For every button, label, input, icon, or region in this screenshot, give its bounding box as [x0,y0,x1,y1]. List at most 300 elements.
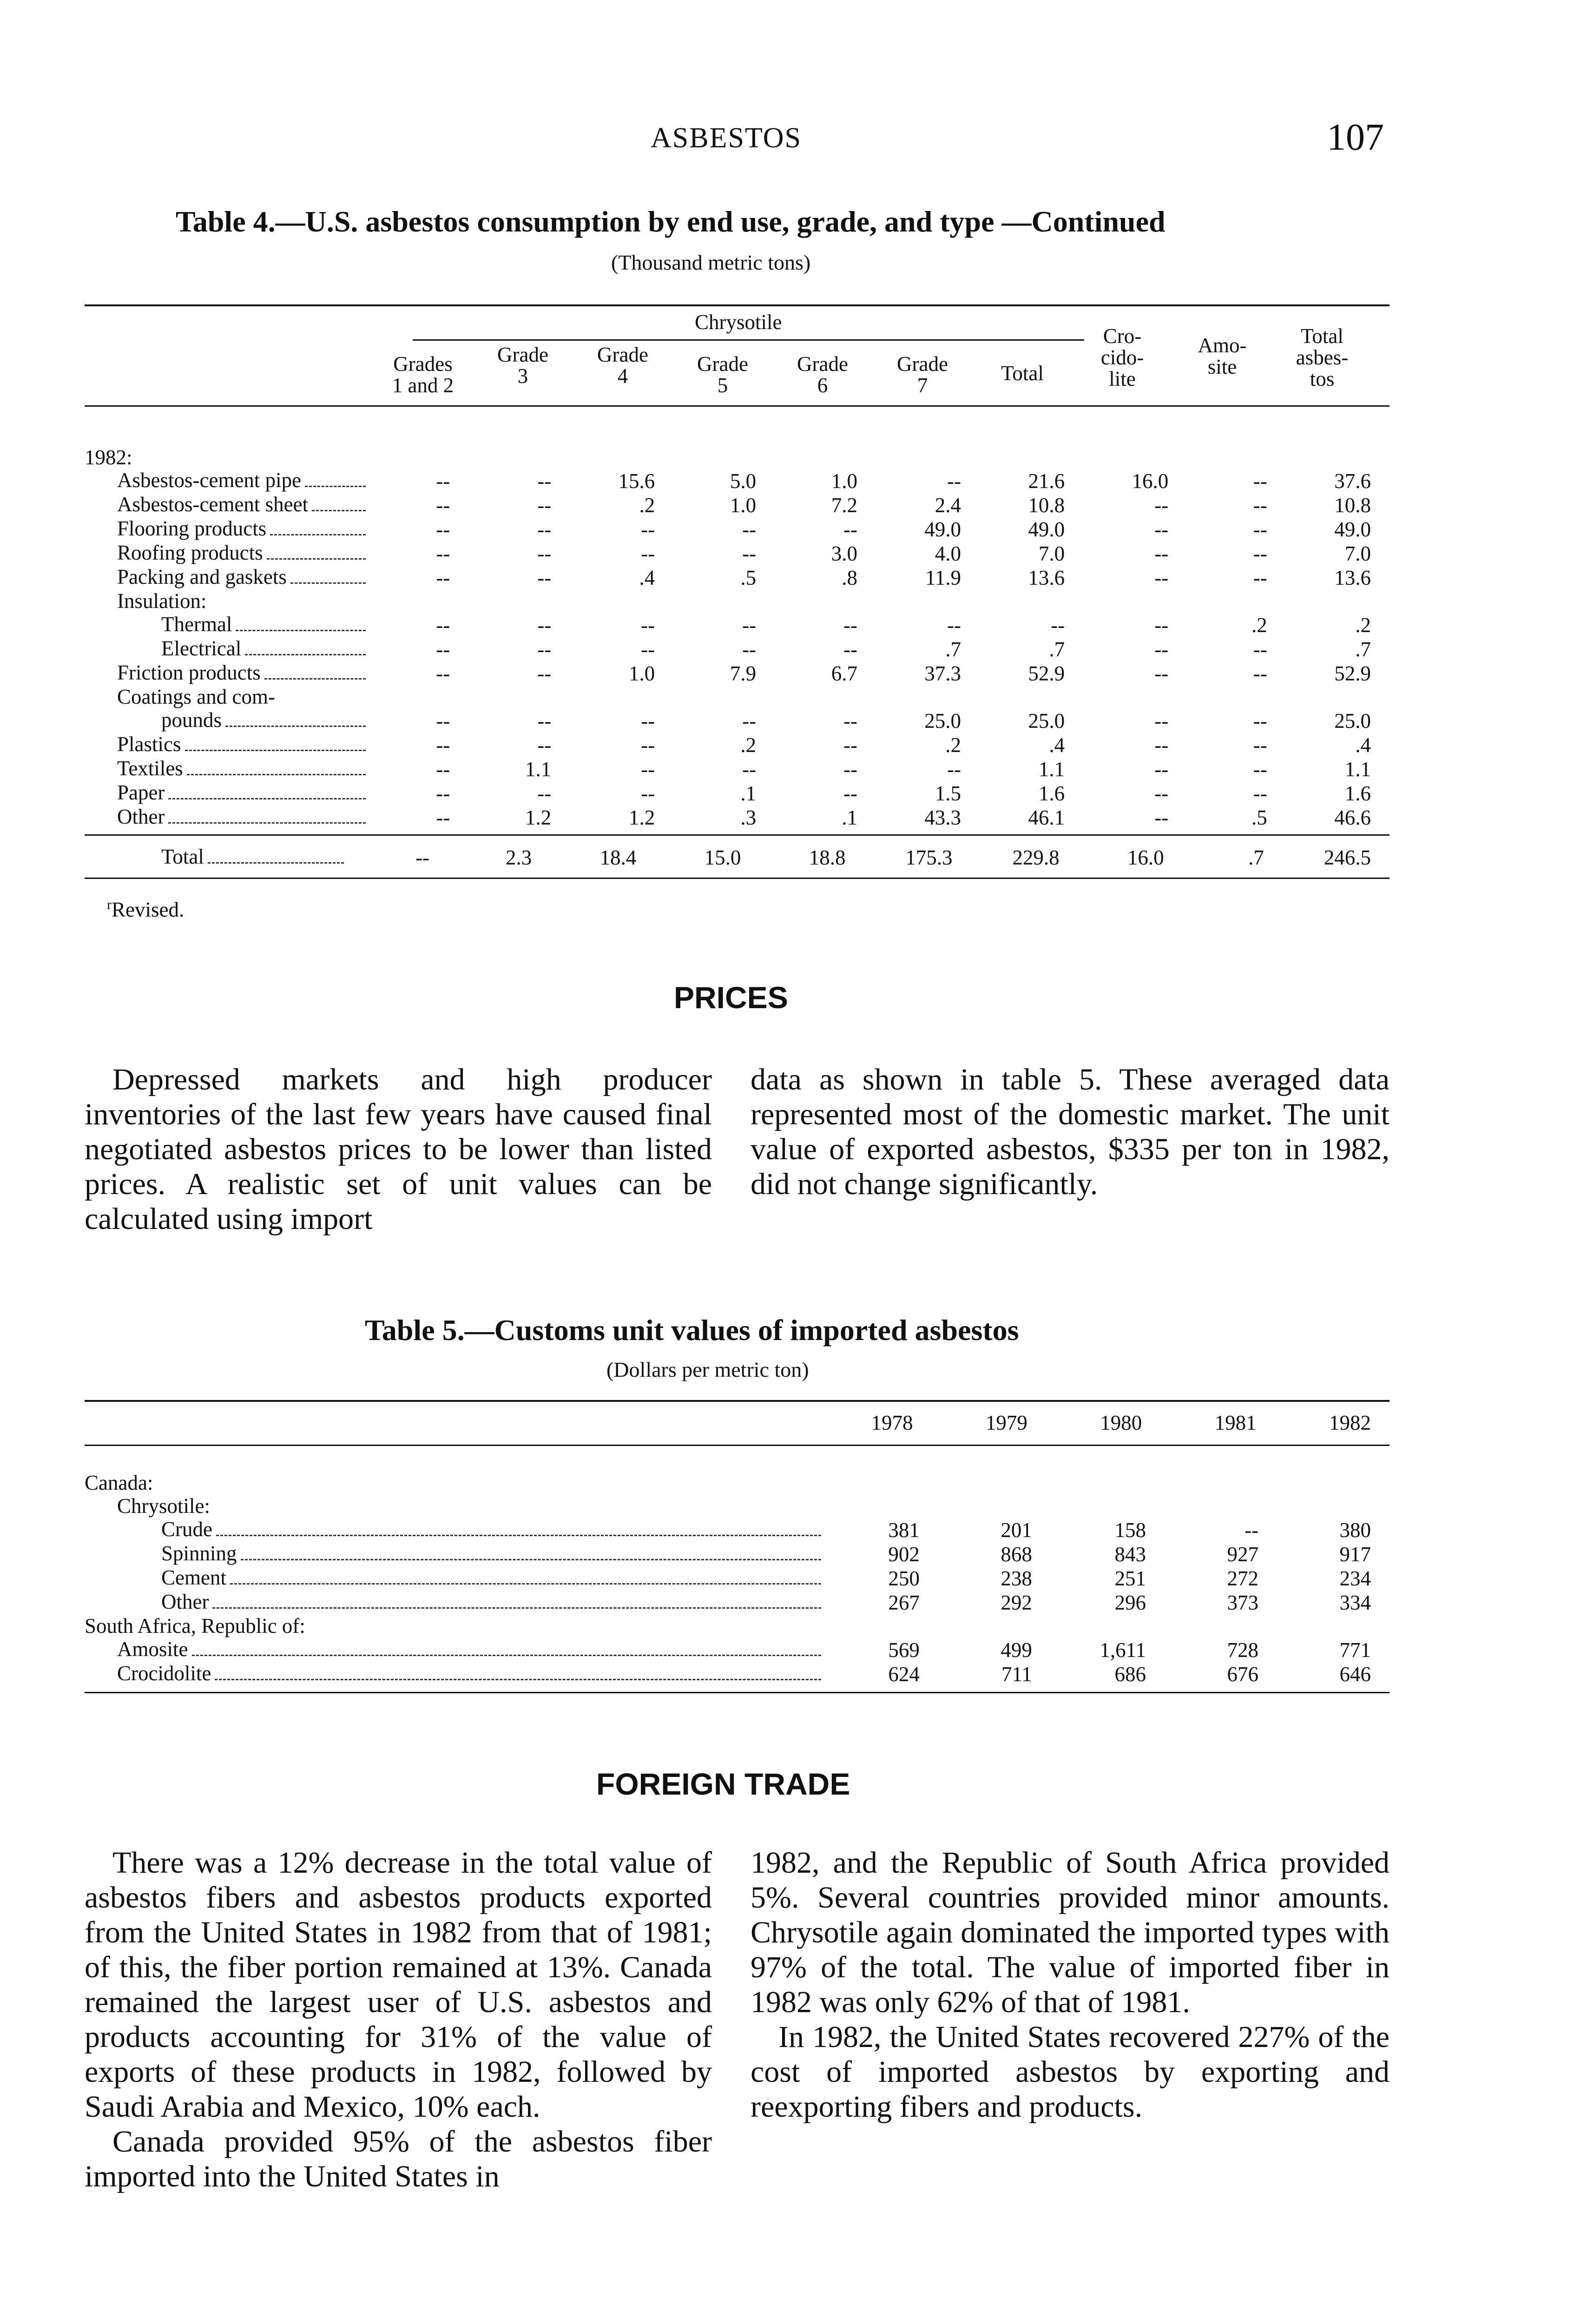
table5-cell: 238 [1001,1567,1032,1590]
table4-label: Other [117,805,165,828]
table5-cell [826,1494,938,1518]
table4-label: Thermal [161,613,232,636]
table4-cell [370,589,469,613]
table5-units: (Dollars per metric ton) [606,1358,809,1381]
table4-row [85,708,1390,733]
table5-label: Crude [161,1518,212,1541]
table4-label: Plastics [117,733,181,756]
table5-label: Spinning [161,1542,237,1565]
table5-cell: 927 [1227,1543,1258,1566]
table4-cell: -- [641,542,655,565]
table4-total-cell: 15.0 [704,846,741,869]
table4-cell: .2 [740,733,757,757]
table4-cell: .1 [740,782,757,805]
table4-cell: 7.2 [831,494,857,517]
table4-row [85,613,1390,637]
table4-cell: -- [436,709,450,733]
table5-cell: 334 [1339,1591,1371,1614]
table4-total-cell: 18.4 [599,846,637,869]
table4-cell [1286,685,1390,708]
table5-cell: 251 [1114,1567,1146,1590]
table4-cell: -- [947,614,962,637]
table4-cell: -- [537,709,552,733]
table4-cell: 49.0 [924,518,962,541]
table4-label: Coatings and com- [117,685,275,708]
foreign-trade-heading: FOREIGN TRADE [596,1767,850,1801]
table5-cell [1165,1614,1277,1637]
table4-cell [1083,589,1187,613]
table5-cell: 250 [888,1567,920,1590]
table5-cell [938,1471,1051,1494]
table4-cell: -- [1154,614,1169,637]
table5-cell: 499 [1001,1638,1032,1662]
table5-label: Crocidolite [117,1662,211,1685]
table5-cell [826,1614,938,1637]
table5-cell: 296 [1114,1591,1146,1614]
table4-body [85,469,1390,829]
table4-cell: -- [843,709,857,733]
table5-row [85,1637,1390,1662]
table4-cell: -- [537,733,552,757]
table5-cell: 569 [888,1638,920,1662]
table5-column-headers [85,1411,1390,1434]
table4-cell: 10.8 [1334,494,1371,517]
table4-cell: -- [436,566,450,589]
table4-cell: -- [537,782,552,805]
table4-cell: 46.1 [1028,806,1065,829]
table5-cell [1277,1614,1390,1637]
table4-cell [673,685,775,708]
table4-cell: -- [742,758,757,781]
table4-cell: -- [843,518,857,541]
table4-col-header: Total asbes- tos [1296,324,1349,390]
table4-row [85,637,1390,661]
table5-row [85,1494,1390,1518]
table4-cell: .5 [740,566,757,589]
table4-cell: -- [843,733,857,757]
table4-cell: -- [742,542,757,565]
table5-row [85,1471,1390,1494]
table4-total-cell: 18.8 [809,846,846,869]
page-number: 107 [1327,116,1384,158]
table5-year-header: 1978 [871,1411,913,1434]
table4-top-rule [85,304,1390,306]
table4-label: Roofing products [117,541,263,564]
table4-cell: -- [1253,662,1267,685]
table4-col-header: Amo- site [1198,334,1247,378]
table4-label: Packing and gaskets [117,565,287,588]
table4-cell: -- [436,494,450,517]
table4-cell: -- [537,494,552,517]
table4-cell: .1 [842,806,857,829]
table4-cell: .7 [1049,638,1065,661]
table4-cell: -- [436,542,450,565]
table4-cell: -- [742,638,757,661]
table4-col-header: Grade 3 [497,343,548,388]
table4-cell: 1.0 [730,494,757,517]
table4-row [85,685,1390,708]
table4-label: Flooring products [117,517,267,540]
table4-cell: 21.6 [1028,469,1065,493]
table5-cell: 711 [1001,1663,1032,1686]
table5-cell [1051,1614,1165,1637]
table4-cell [775,589,876,613]
table4-cell: 13.6 [1334,566,1371,589]
prices-heading: PRICES [674,980,788,1015]
table4-cell: -- [742,518,757,541]
table4-total-cell: 16.0 [1127,846,1164,869]
table4-cell: 16.0 [1132,469,1169,493]
table5-cell: 728 [1227,1638,1258,1662]
table4-cell: -- [436,614,450,637]
table4-cell: -- [1154,518,1169,541]
table5-cell: 373 [1227,1591,1258,1614]
prices-left-column: Depressed markets and high producer inventories of the last few years have caused final negotiated asbestos prices to be lower than listed prices. A realistic set of unit values can be calculated using import [85,1063,712,1236]
table4-units: (Thousand metric tons) [611,251,811,274]
table4-cell: -- [1253,709,1267,733]
table4-cell: -- [1154,638,1169,661]
table4-cell: -- [843,614,857,637]
table4-cell: -- [436,806,450,829]
table4-cell: -- [1154,542,1169,565]
table4-cell: 2.4 [935,494,962,517]
table5-top-rule [85,1400,1390,1402]
foreign-trade-left-p1: There was a 12% decrease in the total value of asbestos fibers and asbestos products exported from the United States in 1982 from that of 1981; of this, the fiber portion remained at 13%. Canada remained the largest user of U.S. asbestos and products accounting for 31% of the value of exports of these products in 1982, followed by Saudi Arabia and Mexico, 10% each. [85,1846,712,2124]
table5-row [85,1590,1390,1614]
table4-cell: 4.0 [935,542,962,565]
table5-cell [938,1494,1051,1518]
table4-cell: -- [742,614,757,637]
table4-cell: -- [1154,566,1169,589]
table4-cell [570,685,673,708]
table4-row [85,541,1390,565]
table4-cell: 7.0 [1344,542,1371,565]
table5-cell: -- [1244,1519,1258,1542]
table4-cell: -- [843,758,857,781]
table4-cell: .4 [639,566,655,589]
table4-cell: -- [1253,758,1267,781]
table4-cell: -- [537,662,552,685]
table4-row [85,589,1390,613]
table4-row [85,517,1390,541]
table4-cell: -- [641,733,655,757]
table5-label: South Africa, Republic of: [85,1614,305,1637]
table4-group-header: Chrysotile [695,310,782,334]
table4-total-label: Total [161,845,204,868]
table4-row [85,493,1390,517]
table5-cell [1165,1494,1277,1518]
table4-cell: -- [1253,733,1267,757]
table4-cell: 13.6 [1028,566,1065,589]
table4-cell: 1.2 [629,806,655,829]
table4-cell: -- [1154,733,1169,757]
table4-total-cell: .7 [1248,846,1264,869]
table4-cell: 1.1 [1344,758,1371,781]
table4-cell: 1.1 [1038,758,1065,781]
table4-cell: -- [641,709,655,733]
table4-cell: -- [641,638,655,661]
table4-cell [980,589,1083,613]
table4-total-row [85,845,1390,869]
table4-cell: -- [537,518,552,541]
table4-cell: 11.9 [925,566,962,589]
table4-col-header: Total [1001,362,1044,385]
table4-cell: -- [1154,806,1169,829]
table5-cell: 234 [1339,1567,1371,1590]
table5-row [85,1566,1390,1590]
table4-label: Paper [117,781,165,804]
foreign-trade-left-column [85,1845,712,2194]
table4-header-rule [85,405,1390,407]
table4-cell [1187,685,1286,708]
table5-cell: 771 [1339,1638,1371,1662]
table4-cell: 1.6 [1344,782,1371,805]
table4-year-label: 1982: [85,446,132,469]
table5-cell: 1,611 [1100,1638,1146,1662]
table5-row [85,1518,1390,1542]
table4-cell: -- [537,469,552,493]
table4-total-cell: -- [415,846,430,869]
table4-cell [468,589,570,613]
table4-cell: .2 [639,494,655,517]
table4-cell: -- [1154,709,1169,733]
table4-cell: 10.8 [1028,494,1065,517]
table5-cell [1051,1494,1165,1518]
table4-cell: 5.0 [730,469,757,493]
table5-cell [1277,1494,1390,1518]
table4-cell: -- [947,758,962,781]
table4-cell: -- [1154,494,1169,517]
table4-cell: 7.9 [730,662,757,685]
table4-cell: .7 [1355,638,1371,661]
table4-label: Insulation: [117,589,207,613]
table5-cell: 917 [1339,1543,1371,1566]
table4-cell [1083,685,1187,708]
table5-bottom-rule [85,1692,1390,1693]
table4-footnote: $^r$Revised. [107,897,184,921]
table5-header-rule [85,1445,1390,1446]
table5-cell: 868 [1001,1543,1032,1566]
table4-total-cell: 229.8 [1012,846,1060,869]
foreign-trade-right-column [751,1845,1390,2124]
table4-cell [775,685,876,708]
table4-cell: .2 [1251,614,1267,637]
table4-cell: .4 [1049,733,1065,757]
table4-label: Friction products [117,661,261,684]
table4-cell: -- [537,638,552,661]
table4-cell: -- [436,782,450,805]
table4-cell: -- [537,566,552,589]
table4-cell: -- [947,469,962,493]
table5-cell: 676 [1227,1663,1258,1686]
table5-cell: 201 [1001,1519,1032,1542]
table4-cell: 6.7 [831,662,857,685]
table5-cell [938,1614,1051,1637]
table4-cell: -- [641,614,655,637]
table4-cell: 7.0 [1038,542,1065,565]
table5-cell: 272 [1227,1567,1258,1590]
table4-cell: 46.6 [1334,806,1371,829]
table5-cell: 292 [1001,1591,1032,1614]
table4-cell: -- [843,782,857,805]
table5-cell [1165,1471,1277,1494]
running-title: ASBESTOS [651,122,802,154]
table4-cell: .2 [1355,614,1371,637]
table4-label: Asbestos-cement pipe [117,469,302,492]
table4-cell: -- [537,542,552,565]
table4-row [85,781,1390,805]
table4-cell: -- [1253,782,1267,805]
table5-cell: 646 [1339,1663,1371,1686]
table4-cell: 1.1 [525,758,552,781]
table4-cell: -- [436,758,450,781]
table4-cell [876,685,980,708]
table4-cell: .5 [1251,806,1267,829]
table4-row [85,805,1390,829]
table4-col-header: Cro- cido- lite [1100,324,1144,390]
table4-cell: .7 [945,638,962,661]
table5-cell: 267 [888,1591,920,1614]
table5-label: Canada: [85,1471,153,1494]
table4-cell: -- [641,758,655,781]
prices-right-column: data as shown in table 5. These averaged data represented most of the domestic market. The unit value of exported asbestos, $335 per ton in 1982, did not change significantly. [751,1063,1390,1201]
table4-cell: 49.0 [1334,518,1371,541]
table5-title: Table 5.—Customs unit values of imported asbestos [365,1314,1019,1347]
table4-cell: 49.0 [1028,518,1065,541]
table4-cell: -- [436,733,450,757]
table4-cell: -- [1154,758,1169,781]
table5-label: Other [161,1590,209,1613]
table4-cell: 1.2 [525,806,552,829]
foreign-trade-right-p2: In 1982, the United States recovered 227% of the cost of imported asbestos by exporting and reexporting fibers and products. [751,2020,1390,2124]
table4-cell: 37.6 [1334,469,1371,493]
table4-label: pounds [161,708,222,732]
table4-cell: .3 [740,806,757,829]
table4-cell [673,589,775,613]
table4-cell [570,589,673,613]
table4-cell: 3.0 [831,542,857,565]
table4-cell: 52.9 [1334,662,1371,685]
table4-cell: -- [1154,662,1169,685]
table4-cell: 25.0 [1028,709,1065,733]
table4-cell [1187,589,1286,613]
table4-cell: -- [641,782,655,805]
table4-cell: 1.6 [1038,782,1065,805]
table4-cell: -- [1051,614,1065,637]
table4-col-header: Grade 4 [597,343,648,388]
table5-label: Amosite [117,1637,188,1661]
table4-row [85,757,1390,781]
table4-cell: -- [436,638,450,661]
table5-cell: 381 [888,1519,920,1542]
table5-cell: 902 [888,1543,920,1566]
table4-cell: -- [1253,518,1267,541]
table4-total-cell: 246.5 [1324,846,1371,869]
table5-year-header: 1982 [1329,1411,1371,1434]
table4-label: Electrical [161,637,242,660]
table5-cell: 624 [888,1663,920,1686]
table5-year-header: 1979 [985,1411,1027,1434]
table4-cell: 25.0 [924,709,962,733]
foreign-trade-left-p2: Canada provided 95% of the asbestos fiber imported into the United States in [85,2125,712,2193]
table4-cell: -- [843,638,857,661]
table4-cell: 15.6 [618,469,655,493]
table4-cell: -- [436,469,450,493]
table4-label: Asbestos-cement sheet [117,493,309,516]
table4-cell [1286,589,1390,613]
table5-year-header: 1981 [1214,1411,1257,1434]
table5-cell [1277,1471,1390,1494]
table4-cell: -- [537,614,552,637]
table4-cell: -- [641,518,655,541]
table5-cell: 843 [1114,1543,1146,1566]
table4-col-header: Grade 5 [697,352,748,397]
table4-cell: -- [1154,782,1169,805]
table4-total-row [85,845,1390,869]
table4-col-header: Grades 1 and 2 [392,352,454,397]
table4-row [85,469,1390,493]
table4-cell: 37.3 [924,662,962,685]
table4-cell: 43.3 [924,806,962,829]
table4-total-rule [85,834,1390,836]
table5-cell: 380 [1339,1519,1371,1542]
table4-cell: .2 [945,733,962,757]
table5-cell [1051,1471,1165,1494]
table4-cell [980,685,1083,708]
table4-cell: 25.0 [1334,709,1371,733]
table4-row [85,733,1390,757]
table4-cell: -- [1253,494,1267,517]
table5-label: Cement [161,1566,226,1589]
table4-total-cell: 175.3 [905,846,953,869]
table4-cell: -- [1253,566,1267,589]
table4-col-header: Grade 6 [797,352,848,397]
table4-cell [468,685,570,708]
table5-year-header: 1980 [1100,1411,1142,1434]
table4-cell: -- [1253,469,1267,493]
table4-bottom-rule [85,878,1390,879]
table4-cell: -- [436,518,450,541]
table4-row [85,661,1390,685]
table5-label: Chrysotile: [117,1494,210,1518]
table4-cell: -- [1253,638,1267,661]
foreign-trade-right-p1: 1982, and the Republic of South Africa provided 5%. Several countries provided minor amounts. Chrysotile again dominated the imported types with 97% of the total. The value of imported fiber in 1982 was only 62% of that of 1981. [751,1846,1390,2019]
table4-col-header: Grade 7 [897,352,948,397]
table5-cell: 686 [1114,1663,1146,1686]
table5-row [85,1614,1390,1637]
table4-cell: .8 [842,566,857,589]
table5-cell [826,1471,938,1494]
table5-row [85,1662,1390,1686]
table5-row [85,1542,1390,1566]
table4-cell: -- [436,662,450,685]
table4-cell: -- [1253,542,1267,565]
table4-cell: .4 [1355,733,1371,757]
table4-label: Textiles [117,757,183,780]
table4-cell: 52.9 [1028,662,1065,685]
table4-cell: 1.0 [831,469,857,493]
table4-cell [876,589,980,613]
table4-group-rule [413,339,1084,341]
table4-cell: 1.0 [629,662,655,685]
table4-title: Table 4.—U.S. asbestos consumption by end use, grade, and type —Continued [176,205,1166,238]
table4-cell: 1.5 [935,782,962,805]
table5-body [85,1471,1390,1686]
table4-cell [370,685,469,708]
table4-row [85,565,1390,589]
table4-total-cell: 2.3 [505,846,532,869]
table5-cell: 158 [1114,1519,1146,1542]
